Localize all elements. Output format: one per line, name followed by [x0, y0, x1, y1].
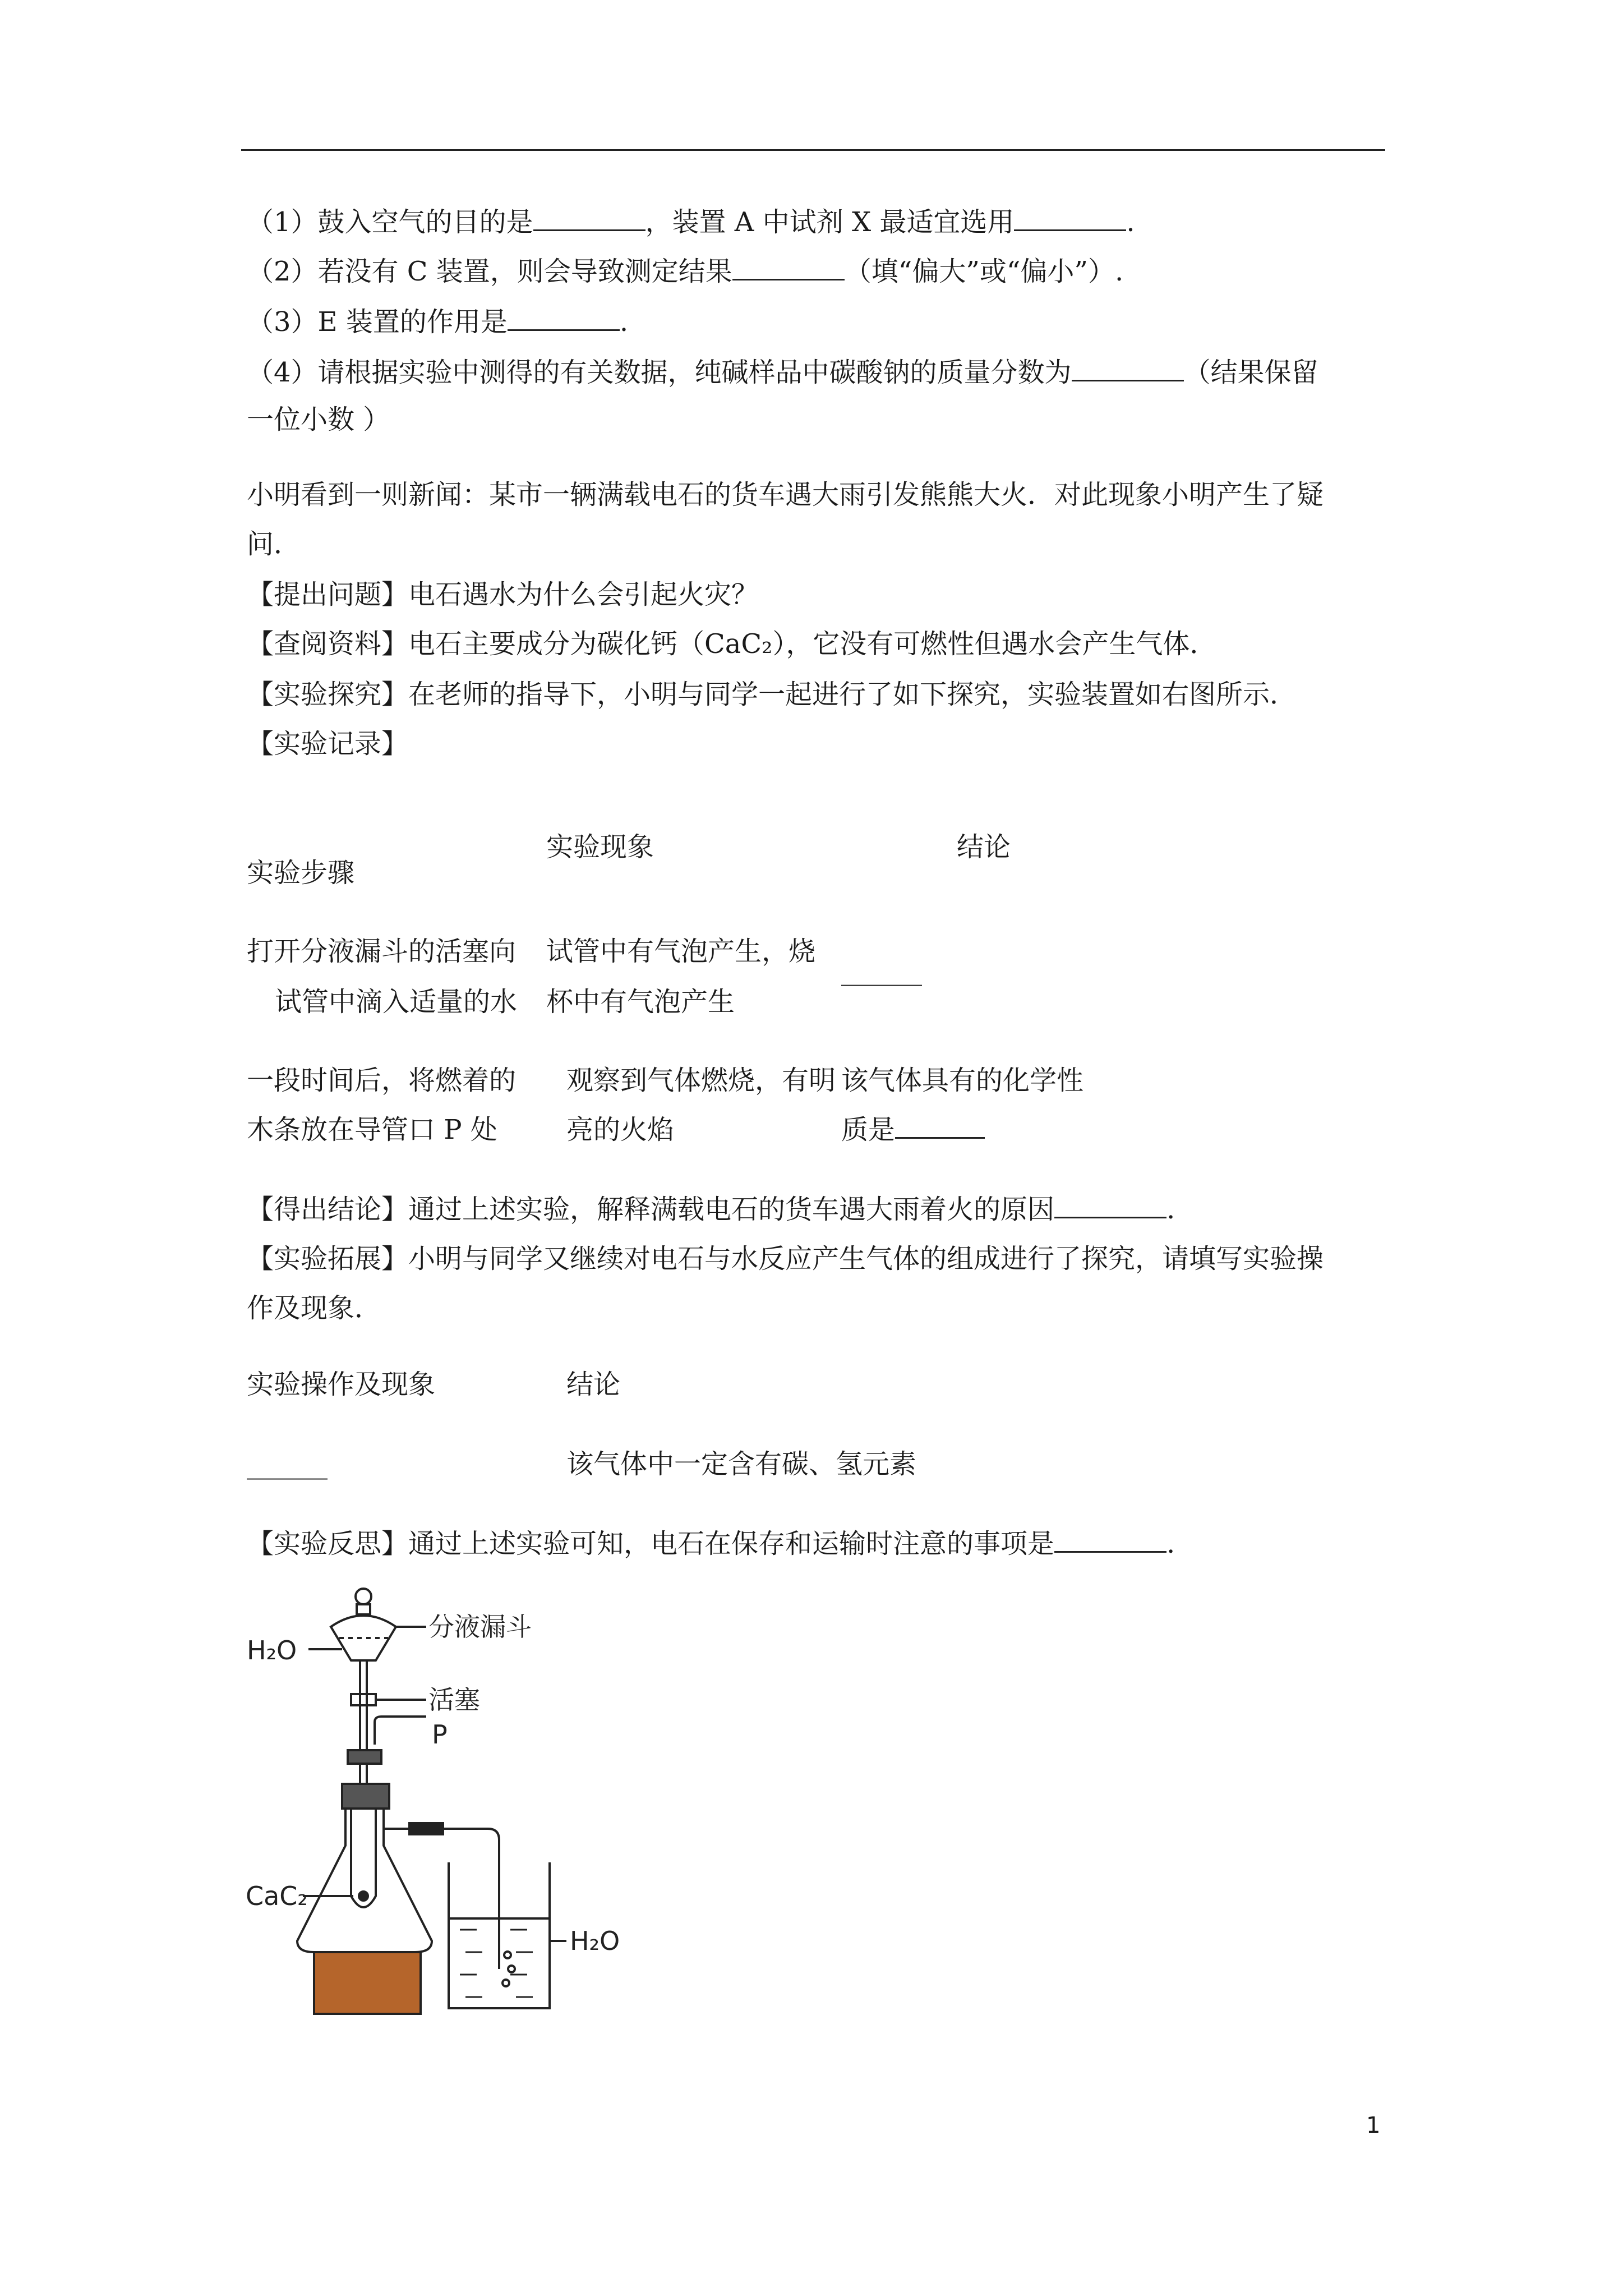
- funnel-stopper: [356, 1589, 371, 1604]
- gas-bubbles: [502, 1952, 515, 1986]
- tube-stopper: [348, 1750, 381, 1764]
- delivery-tube: [384, 1829, 499, 1969]
- reflection: [247, 1527, 1175, 1561]
- table1-r2-concl-b: [841, 1113, 985, 1147]
- extend-b: 作及现象．: [247, 1292, 382, 1324]
- page-number: 1: [1366, 2113, 1381, 2138]
- question-2: [247, 255, 1123, 288]
- answer-blank[interactable]: [1014, 207, 1126, 231]
- table1-r1-step-a: 打开分液漏斗的活塞向: [247, 936, 517, 967]
- table1-head-phenomenon: 实验现象: [546, 831, 654, 863]
- side-tube-p: [375, 1717, 426, 1745]
- table1-r2-concl-b-text: 质是: [841, 1114, 896, 1145]
- table1-r2-step-a: 一段时间后，将燃着的: [247, 1065, 517, 1096]
- reflection-text: 【实验反思】通过上述实验可知，电石在保存和运输时注意的事项是: [247, 1528, 1055, 1559]
- answer-blank[interactable]: [508, 307, 620, 331]
- table2-r1-conclusion: 该气体中一定含有碳、氢元素: [566, 1448, 917, 1480]
- tube-p-label: P: [432, 1719, 448, 1750]
- story-intro-1: 小明看到一则新闻：某市一辆满载电石的货车遇大雨引发熊熊大火．对此现象小明产生了疑: [247, 479, 1324, 510]
- table2-r1-operation-blank[interactable]: ______: [247, 1448, 328, 1480]
- experiment-record: 【实验记录】: [247, 728, 409, 760]
- q2-text-b: （填“偏大”或“偏小”）.: [844, 256, 1124, 287]
- ask-question: 【提出问题】电石遇水为什么会引起火灾？: [247, 579, 759, 610]
- table1-r2-concl-a: 该气体具有的化学性: [841, 1065, 1084, 1096]
- table2-head-operation: 实验操作及现象: [247, 1369, 436, 1400]
- table1-head-conclusion: 结论: [957, 831, 1011, 863]
- table1-head-step: 实验步骤: [247, 857, 355, 889]
- answer-blank[interactable]: [895, 1115, 985, 1139]
- answer-blank[interactable]: [732, 256, 845, 280]
- table1-r2-phen-b: 亮的火焰: [566, 1114, 675, 1145]
- apparatus-figure: [241, 1582, 645, 2042]
- answer-blank[interactable]: [1054, 1194, 1166, 1218]
- flask-stopper: [342, 1784, 389, 1809]
- q1-text-c: .: [1126, 206, 1135, 238]
- table1-r2-phen-a: 观察到气体燃烧，有明: [566, 1065, 836, 1096]
- valve: [351, 1694, 376, 1705]
- rubber-connector: [409, 1823, 443, 1834]
- calcium-carbide-label: CaC₂: [246, 1881, 308, 1911]
- experiment-explore: 【实验探究】在老师的指导下，小明与同学一起进行了如下探究，实验装置如右图所示．: [247, 679, 1297, 710]
- water-label-right: H₂O: [570, 1926, 620, 1956]
- answer-blank[interactable]: [533, 207, 645, 231]
- conclusion-text: 【得出结论】通过上述实验，解释满载电石的货车遇大雨着火的原因: [247, 1194, 1055, 1225]
- table1-r1-phen-a: 试管中有气泡产生，烧: [546, 936, 816, 967]
- question-4: [247, 356, 1318, 389]
- q4-text-b: （结果保留: [1183, 357, 1318, 388]
- question-3: [247, 305, 628, 339]
- extend-a: 【实验拓展】小明与同学又继续对电石与水反应产生气体的组成进行了探究，请填写实验操: [247, 1243, 1324, 1274]
- q1-text-a: （1）鼓入空气的目的是: [247, 206, 533, 238]
- table2-head-conclusion: 结论: [566, 1369, 621, 1400]
- header-rule: [241, 149, 1385, 151]
- q3-text-b: .: [619, 306, 629, 338]
- question-4-cont: 一位小数 ）: [247, 404, 390, 435]
- reflection-end: .: [1166, 1528, 1175, 1559]
- conclusion: [247, 1193, 1175, 1226]
- q4-text-a: （4）请根据实验中测得的有关数据，纯碱样品中碳酸钠的质量分数为: [247, 357, 1072, 388]
- table1-r2-step-b: 木条放在导管口 P 处: [247, 1114, 497, 1145]
- valve-label: 活塞: [428, 1685, 480, 1715]
- water-label-left: H₂O: [247, 1635, 297, 1665]
- answer-blank[interactable]: [1072, 357, 1184, 381]
- conclusion-end: .: [1166, 1194, 1175, 1225]
- story-intro-2: 问．: [247, 528, 301, 560]
- reference-info: 【查阅资料】电石主要成分为碳化钙（CaC₂），它没有可燃性但遇水会产生气体．: [247, 628, 1217, 660]
- calcium-carbide-solid: [359, 1892, 368, 1901]
- answer-blank[interactable]: [1054, 1529, 1166, 1553]
- wooden-block: [314, 1952, 421, 2014]
- table1-r1-conclusion-blank[interactable]: ______: [841, 955, 922, 986]
- water-marks: [460, 1930, 533, 1997]
- q1-text-b: ，装置 A 中试剂 X 最适宜选用: [645, 206, 1015, 238]
- table1-r1-phen-b: 杯中有气泡产生: [546, 986, 735, 1018]
- q2-text-a: （2）若没有 C 装置，则会导致测定结果: [247, 256, 732, 287]
- funnel-neck: [357, 1604, 370, 1614]
- table1-r1-step-b: 试管中滴入适量的水: [275, 986, 518, 1018]
- funnel-label: 分液漏斗: [428, 1612, 532, 1642]
- q3-text-a: （3）E 装置的作用是: [247, 306, 508, 338]
- question-1: [247, 205, 1135, 239]
